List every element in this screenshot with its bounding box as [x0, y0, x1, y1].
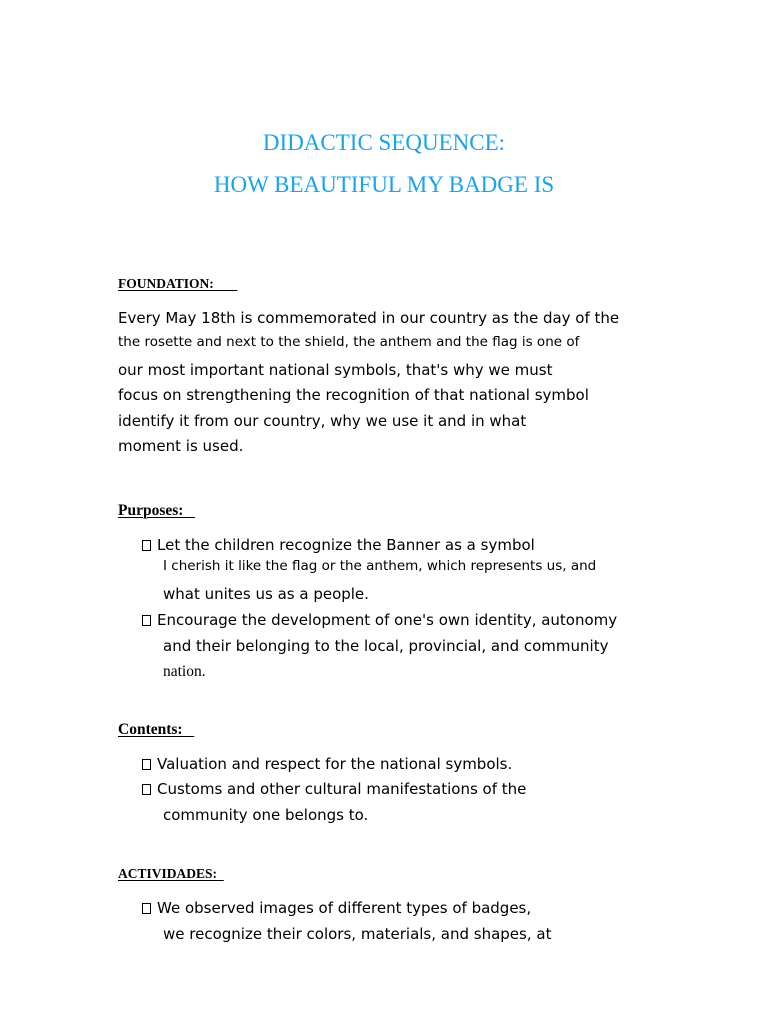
- purposes-item-1: [142, 536, 535, 554]
- purposes-heading: Purposes:: [118, 502, 196, 519]
- purposes-item-text: Let the children recognize the Banner as a symbol: [157, 536, 535, 554]
- foundation-line: our most important national symbols, that's why we must: [118, 361, 553, 379]
- contents-item-1: [142, 755, 512, 773]
- purposes-item-1-continuation: what unites us as a people.: [163, 585, 369, 603]
- foundation-line: moment is used.: [118, 437, 244, 455]
- activities-item-1: [142, 899, 531, 917]
- purposes-item-text: Encourage the development of one's own identity, autonomy: [157, 611, 618, 629]
- purposes-item-2-continuation: nation.: [163, 663, 206, 680]
- contents-heading: Contents:: [118, 721, 195, 738]
- activities-heading: ACTIVIDADES:: [118, 866, 224, 881]
- bullet-icon: [142, 540, 151, 551]
- purposes-item-1-continuation: I cherish it like the flag or the anthem, which represents us, and: [163, 558, 597, 574]
- document-title-line-1: DIDACTIC SEQUENCE:: [262, 130, 506, 155]
- activities-item-1-continuation: we recognize their colors, materials, and shapes, at: [163, 925, 552, 943]
- bullet-icon: [142, 759, 151, 770]
- foundation-line: focus on strengthening the recognition of that national symbol: [118, 386, 589, 404]
- purposes-item-2: [142, 611, 617, 629]
- bullet-icon: [142, 784, 151, 795]
- purposes-item-2-continuation: and their belonging to the local, provincial, and community: [163, 637, 609, 655]
- foundation-line: identify it from our country, why we use it and in what: [118, 412, 527, 430]
- bullet-icon: [142, 903, 151, 914]
- bullet-icon: [142, 615, 151, 626]
- contents-item-2-continuation: community one belongs to.: [163, 806, 369, 824]
- foundation-line: the rosette and next to the shield, the anthem and the flag is one of: [118, 334, 580, 350]
- foundation-heading: FOUNDATION:: [118, 276, 238, 291]
- activities-item-text: We observed images of different types of badges,: [157, 899, 532, 917]
- contents-item-text: Customs and other cultural manifestations of the: [157, 780, 527, 798]
- document-title-line-2: HOW BEAUTIFUL MY BADGE IS: [213, 172, 555, 197]
- contents-item-text: Valuation and respect for the national symbols.: [157, 755, 513, 773]
- contents-item-2: [142, 780, 526, 798]
- foundation-line: Every May 18th is commemorated in our country as the day of the: [118, 309, 620, 327]
